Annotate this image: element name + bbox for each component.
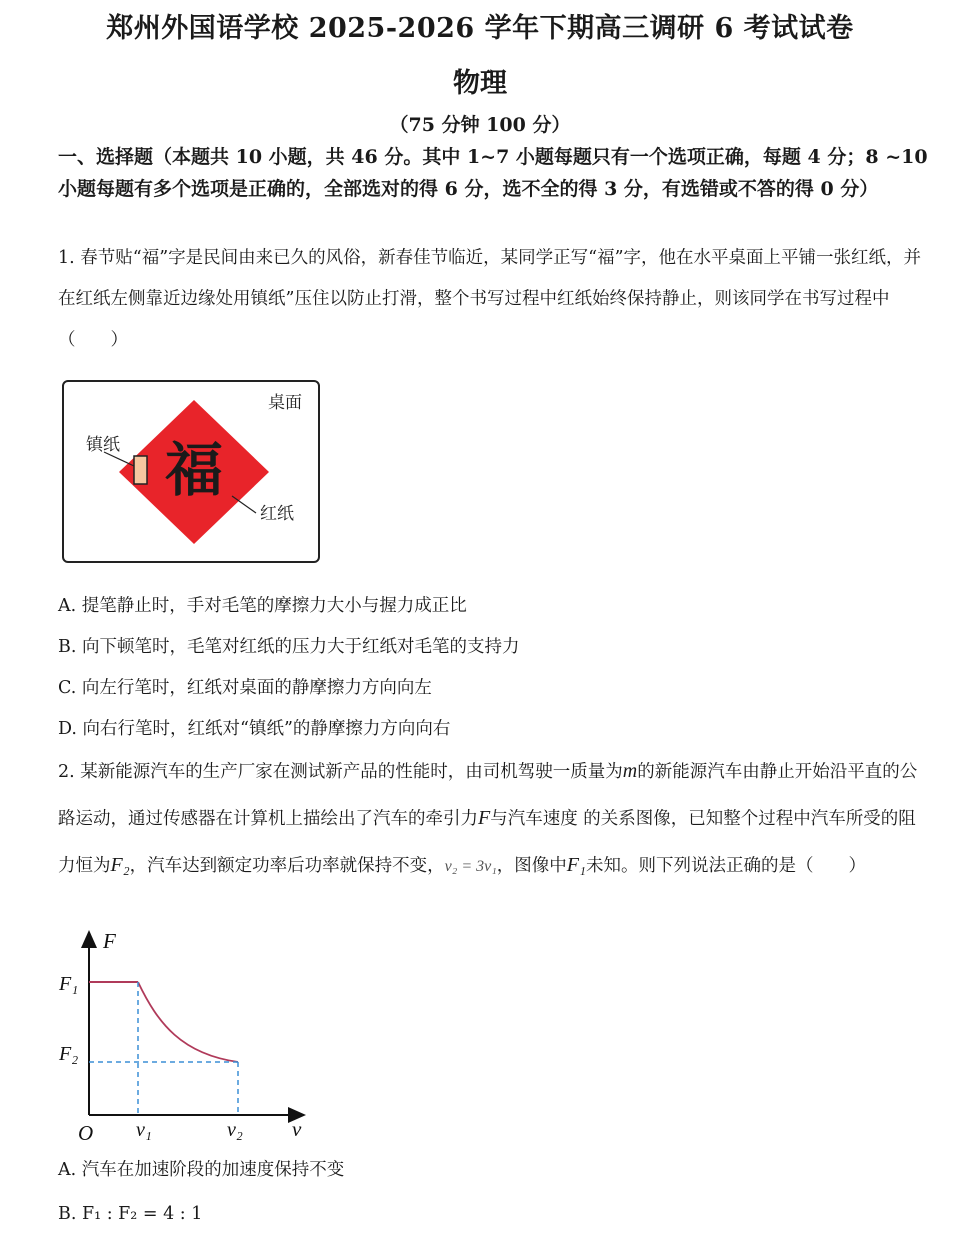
fu-character: 福	[164, 436, 224, 504]
time-score: （75 分钟 100 分）	[389, 114, 571, 136]
q2-option-b: B. F₁ : F₂ = 4 : 1	[58, 1204, 203, 1224]
y-tick-f1: F₁	[59, 973, 79, 995]
q2-var-F1: F₁	[566, 854, 586, 876]
paper-label: 红纸	[260, 504, 294, 524]
q1-option-a: A. 提笔静止时，手对毛笔的摩擦力大小与握力成正比	[58, 596, 467, 616]
paper-weight	[134, 456, 147, 484]
weight-label: 镇纸	[86, 435, 120, 455]
q2-stem-part6: 未知。则下列说法正确的是（ ）	[585, 856, 866, 876]
q2-stem-part1: 2. 某新能源汽车的生产厂家在测试新产品的性能时，由司机驾驶一质量为	[58, 762, 623, 782]
y-tick-f2: F₂	[59, 1043, 79, 1065]
x-axis-label: v	[292, 1117, 302, 1141]
q1-figure	[60, 378, 324, 568]
q2-var-m: m	[622, 760, 638, 782]
q2-option-a: A. 汽车在加速阶段的加速度保持不变	[58, 1160, 345, 1180]
q2-var-F2: F₂	[110, 854, 130, 876]
q1-option-b: B. 向下顿笔时，毛笔对红纸的压力大于红纸对毛笔的支持力	[58, 637, 520, 657]
power-curve	[138, 982, 238, 1062]
q2-stem-part4: ，汽车达到额定功率后功率就保持不变，	[129, 856, 445, 876]
q1-option-d: D. 向右行笔时，红纸对“镇纸”的静摩擦力方向向右	[58, 719, 451, 739]
q2-stem-part2: 的新能源汽车由静止开始沿平直的公路运动，通过传感器在计算机上描绘出了汽车的牵引力	[58, 762, 918, 829]
y-axis-label: F	[103, 929, 116, 953]
q2-var-F: F	[478, 807, 491, 829]
q1-stem: 1. 春节贴“福”字是民间由来已久的风俗，新春佳节临近，某同学正写“福”字，他在水平桌面上平铺一张红纸，并在红纸左侧靠近边缘处用镇纸”压住以防止打滑，整个书写过程中红纸始终保持静止，则该同学在书写过程中（ ）	[58, 248, 922, 350]
exam-title: 郑州外国语学校 2025-2026 学年下期高三调研 6 考试试卷	[106, 13, 854, 44]
q1-option-c: C. 向左行笔时，红纸对桌面的静摩擦力方向向左	[58, 678, 432, 698]
x-tick-v2: v₂	[227, 1119, 243, 1141]
q2-stem-part5: ，图像中	[496, 856, 567, 876]
section-heading: 一、选择题（本题共 10 小题，共 46 分。其中 1~7 小题每题只有一个选项正确，每题 4 分；8 ~10 小题每题有多个选项是正确的，全部选对的得 6 分，选不全的得 3 分，有选错或不答的得 0 分）	[58, 146, 928, 200]
q2-graph	[52, 928, 322, 1148]
origin-label: O	[78, 1121, 94, 1145]
x-tick-v1: v₁	[136, 1119, 152, 1141]
q2-stem-part3: 与汽车速度 的关系图像，已知整个过程中汽车所受的阻力恒为	[58, 809, 916, 876]
desk-label: 桌面	[268, 393, 302, 413]
q2-velocity-relation: v₂ = 3v₁	[444, 858, 497, 875]
subject-title: 物理	[453, 68, 507, 99]
q2-stem	[58, 748, 926, 890]
